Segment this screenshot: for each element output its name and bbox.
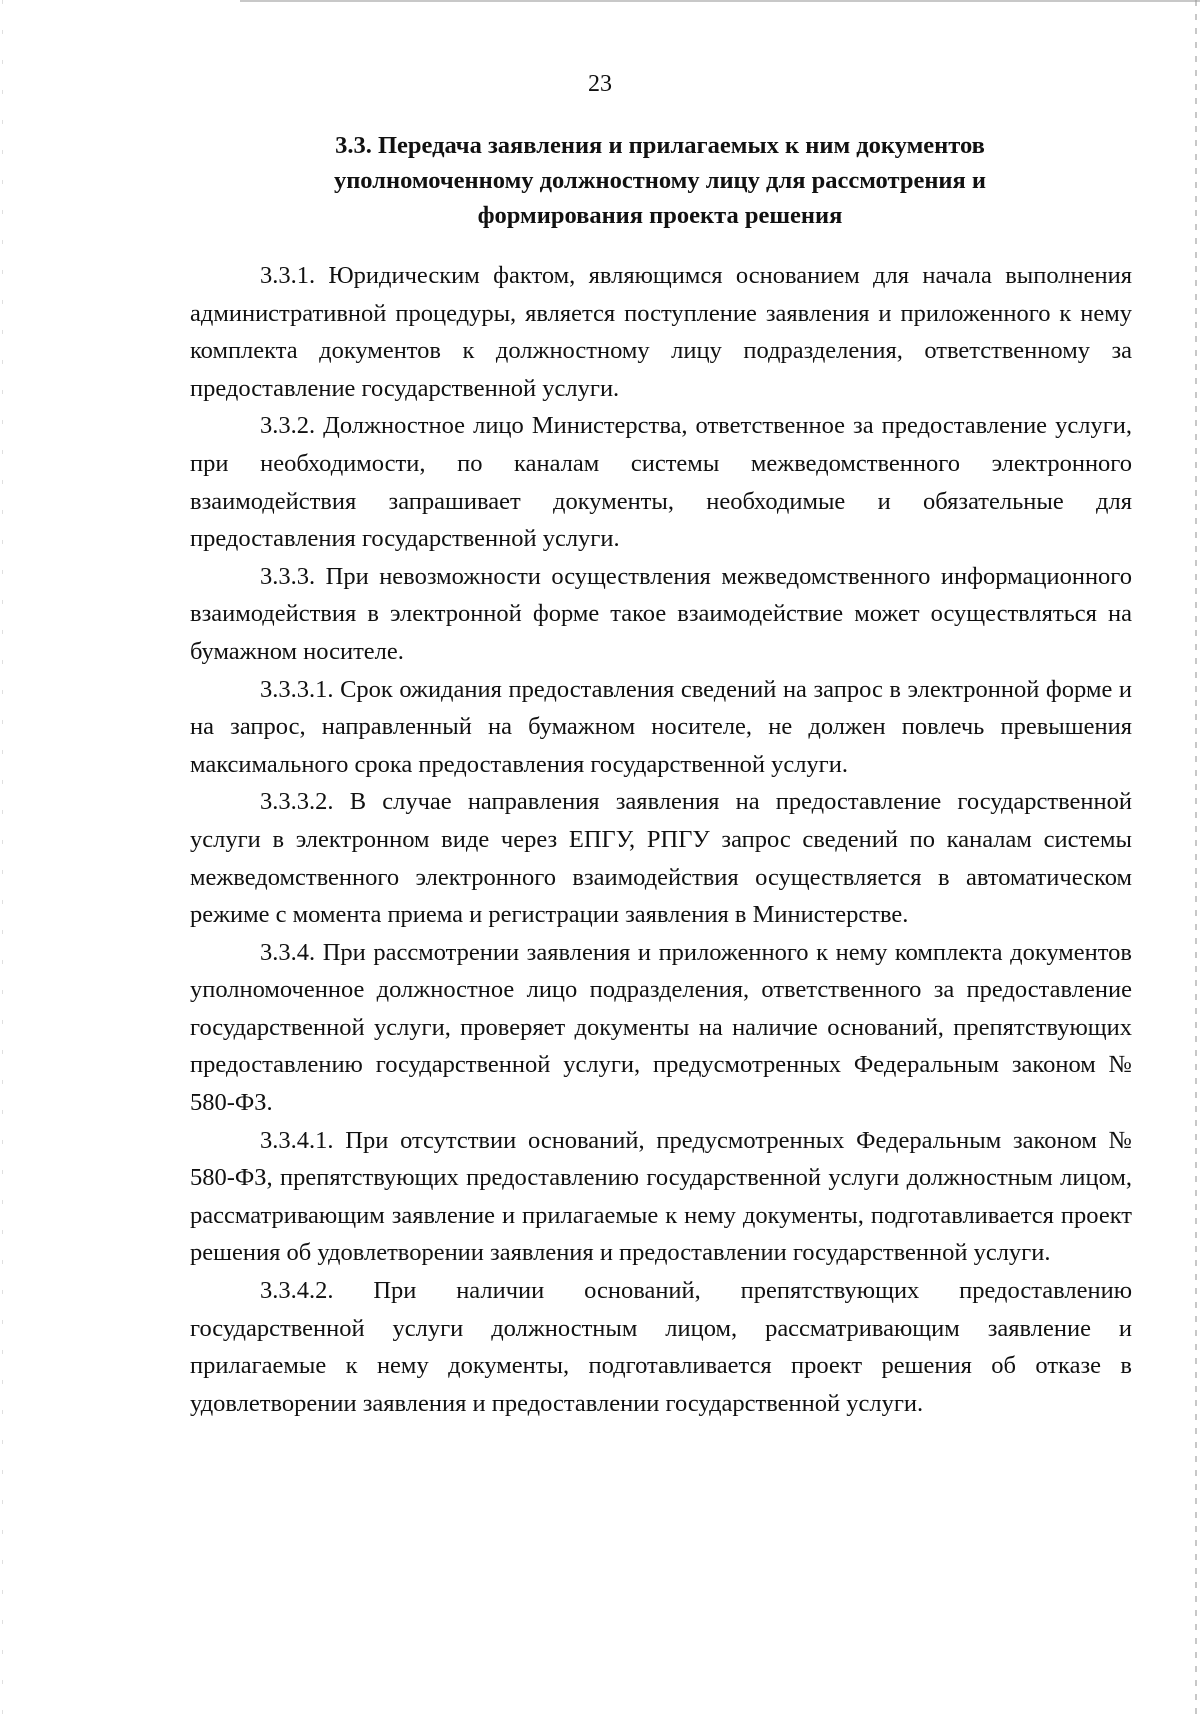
paragraph-3-3-4-1: 3.3.4.1. При отсутствии оснований, предусмотренных Федеральным законом № 580-ФЗ, препятствующих предоставлению государственной услуги должностным лицом, рассматривающим заявление и прилагаемые к нему документы, подготавливается проект решения об удовлетворении заявления и предоставлении государственной услуги. [190,1126,1132,1267]
page-number: 23 [588,71,612,97]
paragraph-3-3-3-1: 3.3.3.1. Срок ожидания предоставления сведений на запрос в электронной форме и на запрос, направленный на бумажном носителе, не должен повлечь превышения максимального срока предоставления государственной услуги. [190,675,1132,778]
section-heading [190,128,1130,233]
section-heading-line-3: формирования проекта решения [477,202,843,229]
paragraph-3-3-3: 3.3.3. При невозможности осуществления межведомственного информационного взаимодействия в электронной форме такое взаимодействие может осуществляться на бумажном носителе. [190,562,1132,665]
paragraph-3-3-4: 3.3.4. При рассмотрении заявления и приложенного к нему комплекта документов уполномоченное должностное лицо подразделения, ответственного за предоставление государственной услуги, проверяет документы на наличие оснований, препятствующих предоставлению государственной услуги, предусмотренных Федеральным законом № 580-ФЗ. [190,938,1132,1117]
scan-edge-right [1195,0,1197,1718]
section-heading-line-2: уполномоченному должностному лицу для рассмотрения и [333,167,987,194]
scan-edge-left [2,0,3,1718]
paragraph-3-3-4-2: 3.3.4.2. При наличии оснований, препятствующих предоставлению государственной услуги должностным лицом, рассматривающим заявление и прилагаемые к нему документы, подготавливается проект решения об отказе в удовлетворении заявления и предоставлении государственной услуги. [190,1277,1132,1417]
body-text [190,257,1132,1422]
paragraph-3-3-3-2: 3.3.3.2. В случае направления заявления на предоставление государственной услуги в электронном виде через ЕПГУ, РПГУ запрос сведений по каналам системы межведомственного электронного взаимодействия осуществляется в автоматическом режиме с момента приема и регистрации заявления в Министерстве. [190,788,1132,929]
scan-edge-top [240,0,1200,2]
paragraph-3-3-2: 3.3.2. Должностное лицо Министерства, ответственное за предоставление услуги, при необходимости, по каналам системы межведомственного электронного взаимодействия запрашивает документы, необходимые и обязательные для предоставления государственной услуги. [190,412,1132,553]
paragraph-3-3-1: 3.3.1. Юридическим фактом, являющимся основанием для начала выполнения административной процедуры, является поступление заявления и приложенного к нему комплекта документов к должностному лицу подразделения, ответственному за предоставление государственной услуги. [190,262,1132,402]
section-heading-line-1: 3.3. Передача заявления и прилагаемых к ним документов [335,132,985,159]
